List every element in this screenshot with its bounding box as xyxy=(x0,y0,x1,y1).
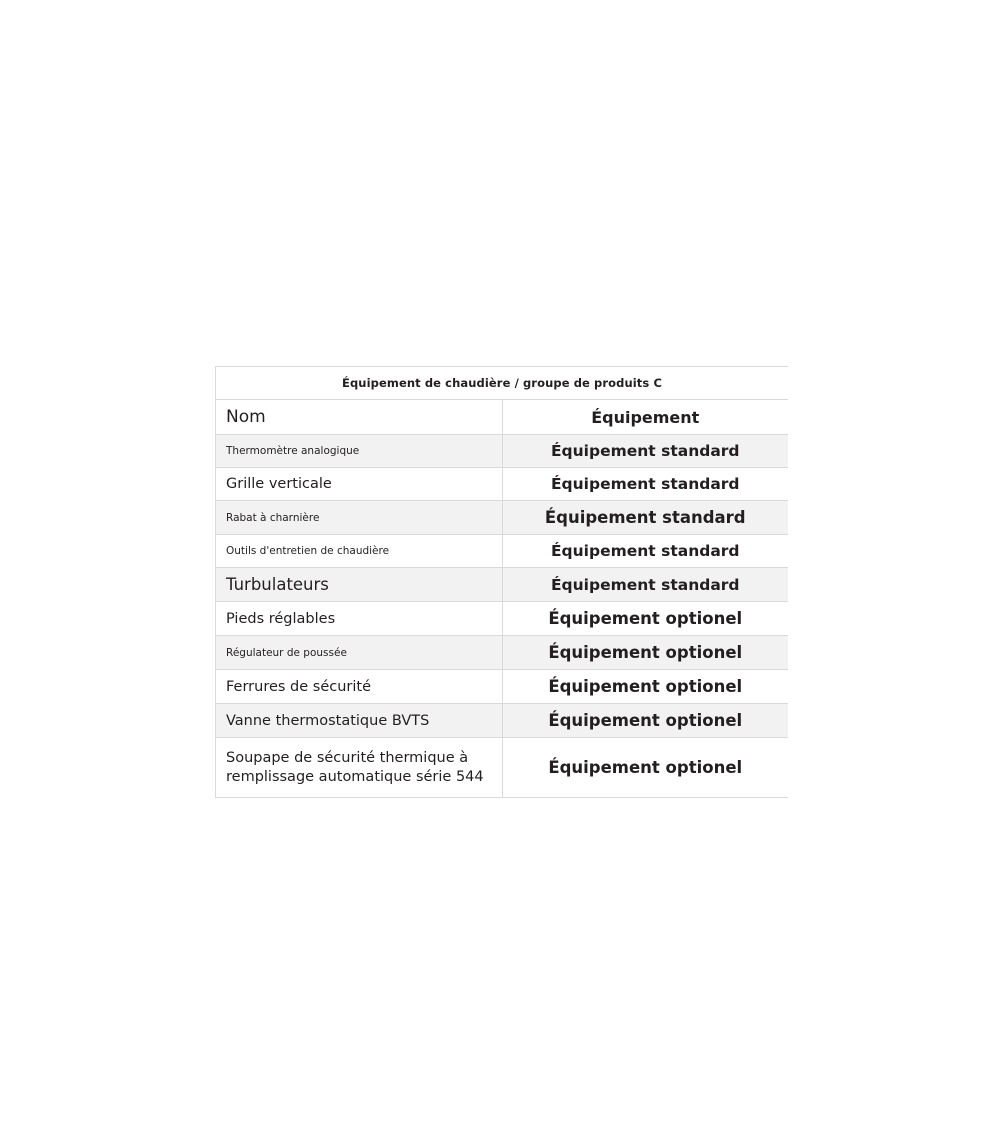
table-row xyxy=(216,602,788,636)
column-header-name: Nom xyxy=(216,400,502,435)
equipment-table xyxy=(216,367,788,797)
row-name: Thermomètre analogique xyxy=(216,435,502,468)
table-caption: Équipement de chaudière / groupe de produits C xyxy=(216,367,788,400)
table-row xyxy=(216,501,788,535)
row-name: Vanne thermostatique BVTS xyxy=(216,704,502,738)
equipment-table-container xyxy=(215,366,788,798)
table-header-row xyxy=(216,400,788,435)
row-name: Grille verticale xyxy=(216,468,502,501)
table-row xyxy=(216,435,788,468)
row-equipment: Équipement optionel xyxy=(502,704,788,738)
table-row xyxy=(216,468,788,501)
row-equipment: Équipement optionel xyxy=(502,670,788,704)
row-equipment: Équipement standard xyxy=(502,435,788,468)
row-name: Rabat à charnière xyxy=(216,501,502,535)
column-header-equipment: Équipement xyxy=(502,400,788,435)
row-equipment: Équipement standard xyxy=(502,468,788,501)
row-equipment: Équipement optionel xyxy=(502,636,788,670)
row-name: Outils d'entretien de chaudière xyxy=(216,535,502,568)
table-row xyxy=(216,704,788,738)
row-equipment: Équipement optionel xyxy=(502,738,788,798)
row-equipment: Équipement standard xyxy=(502,501,788,535)
table-caption-row xyxy=(216,367,788,400)
row-equipment: Équipement standard xyxy=(502,535,788,568)
row-name: Soupape de sécurité thermique à remplissage automatique série 544 xyxy=(216,738,502,798)
table-row xyxy=(216,636,788,670)
table-row xyxy=(216,670,788,704)
row-name: Turbulateurs xyxy=(216,568,502,602)
table-row xyxy=(216,738,788,798)
table-row xyxy=(216,568,788,602)
row-equipment: Équipement optionel xyxy=(502,602,788,636)
row-name: Régulateur de poussée xyxy=(216,636,502,670)
row-name: Ferrures de sécurité xyxy=(216,670,502,704)
table-row xyxy=(216,535,788,568)
row-name: Pieds réglables xyxy=(216,602,502,636)
row-equipment: Équipement standard xyxy=(502,568,788,602)
